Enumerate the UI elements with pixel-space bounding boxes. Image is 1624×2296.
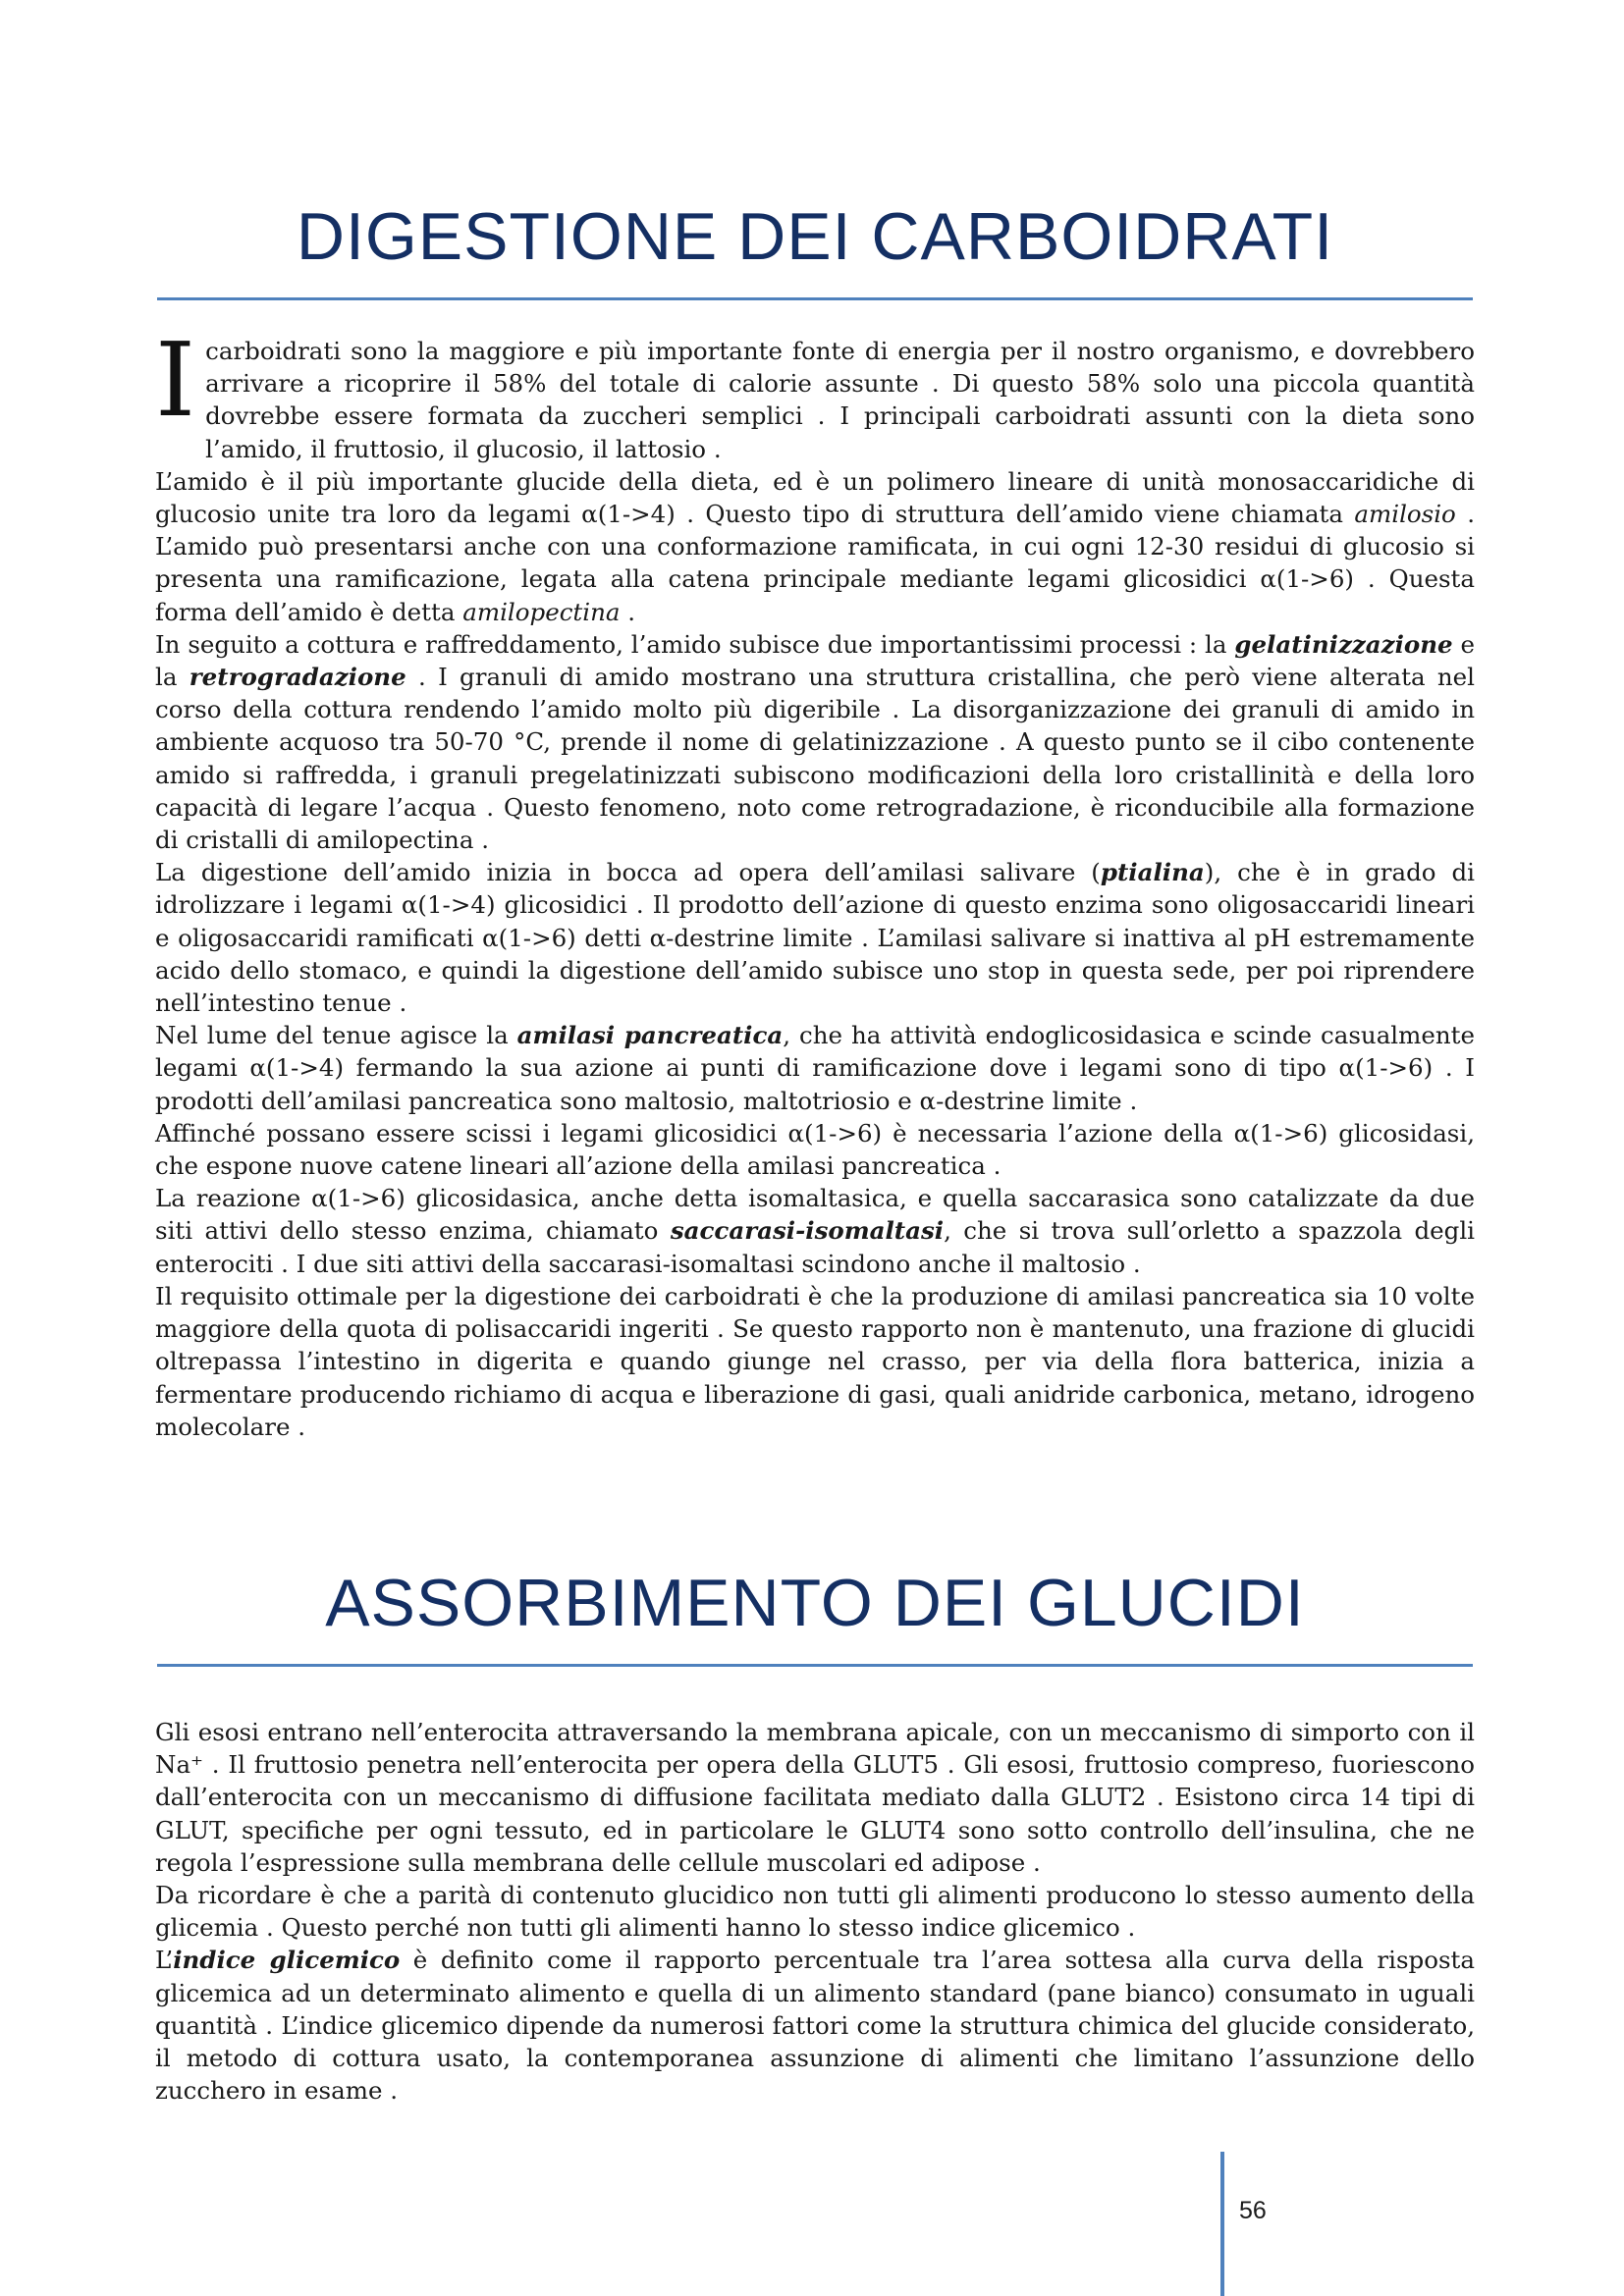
paragraph-glicemia: Da ricordare è che a parità di contenuto glucidico non tutti gli alimenti producono lo stesso aumento della glicemia . Questo perché non tutti gli alimenti hanno lo stesso indice glicemico . [155, 1881, 1475, 1943]
paragraph-amilasi-salivare: La digestione dell’amido inizia in bocca ad opera dell’amilasi salivare (ptialina), che è in grado di idrolizzare i legami α(1->4) glicosidici . Il prodotto dell’azione di questo enzima sono oligosaccaridi lineari e oligosaccaridi ramificati α(1->6) detti α-destrine limite . L’amilasi salivare si inattiva al pH estremamente acido dello stomaco, e quindi la digestione dell’amido subisce uno stop in questa sede, per poi riprendere nell’intestino tenue . [155, 858, 1475, 1018]
term-amilopectina: amilopectina [462, 597, 621, 626]
page-number: 56 [1239, 2197, 1267, 2224]
paragraph-intro: Icarboidrati sono la maggiore e più importante fonte di energia per il nostro organismo, e dovrebbero arrivare a ricoprire il 58% del totale di calorie assunte . Di questo 58% solo una piccola quantità dovrebbe essere formata da zuccheri semplici . I principali carboidrati assunti con la dieta sono l’amido, il fruttosio, il glucosio, il lattosio . [155, 320, 1475, 463]
term-indice-glicemico: indice glicemico [173, 1946, 401, 1975]
term-saccarasi-isomaltasi: saccarasi-isomaltasi [670, 1216, 945, 1246]
term-gelatinizzazione: gelatinizzazione [1234, 629, 1453, 659]
section-body-digestione [155, 320, 1476, 1443]
term-amilasi-pancreatica: amilasi pancreatica [516, 1021, 784, 1050]
section-title-assorbimento: ASSORBIMENTO DEI GLUCIDI [325, 1566, 1305, 1640]
paragraph-indice-glicemico: L’indice glicemico è definito come il rapporto percentuale tra l’area sottesa alla curva della risposta glicemica ad un determinato alimento e quella di un alimento standard (pane bianco) consumato in uguali quantità . L’indice glicemico dipende da numerosi fattori come la struttura chimica del glucide considerato, il metodo di cottura usato, la contemporanea assunzione di alimenti che limitano l’assunzione dello zucchero in esame . [155, 1946, 1475, 2106]
title-underline-rule [157, 297, 1473, 300]
term-amilosio: amilosio [1354, 500, 1456, 529]
page-number-rule [1220, 2152, 1224, 2296]
paragraph-esosi: Gli esosi entrano nell’enterocita attraversando la membrana apicale, con un meccanismo di simporto con il Na⁺ . Il fruttosio penetra nell’enterocita per opera della GLUT5 . Gli esosi, fruttosio compreso, fuoriescono dall’enterocita con un meccanismo di diffusione facilitata mediato dalla GLUT2 . Esistono circa 14 tipi di GLUT, specifiche per ogni tessuto, ed in particolare le GLUT4 sono sotto controllo dell’insulina, che ne regola l’espressione sulla membrana delle cellule muscolari ed adipose . [155, 1718, 1475, 1877]
paragraph-isomaltasi: La reazione α(1->6) glicosidasica, anche detta isomaltasica, e quella saccarasica sono catalizzate da due siti attivi dello stesso enzima, chiamato saccarasi-isomaltasi, che si trova sull’orletto a spazzola degli enterociti . I due siti attivi della saccarasi-isomaltasi scindono anche il maltosio . [155, 1184, 1476, 1278]
drop-cap: I [155, 320, 196, 440]
term-ptialina: ptialina [1100, 858, 1205, 887]
paragraph-cottura: In seguito a cottura e raffreddamento, l’amido subisce due importantissimi processi : la gelatinizzazione e la retrogradazione . I granuli di amido mostrano una struttura cristallina, che però viene alterata nel corso della cottura rendendo l’amido molto più digeribile . La disorganizzazione dei granuli di amido in ambiente acquoso tra 50-70 °C, prende il nome di gelatinizzazione . A questo punto se il cibo contenente amido si raffredda, i granuli pregelatinizzati subiscono modificazioni della loro cristallinità e della loro capacità di legare l’acqua . Questo fenomeno, noto come retrogradazione, è riconducibile alla formazione di cristalli di amilopectina . [155, 629, 1475, 855]
section-title-digestione: DIGESTIONE DEI CARBOIDRATI [296, 199, 1334, 274]
title-underline-rule [157, 1664, 1473, 1667]
paragraph-amido: L’amido è il più importante glucide della dieta, ed è un polimero lineare di unità monosaccaridiche di glucosio unite tra loro da legami α(1->4) . Questo tipo di struttura dell’amido viene chiamata amilosio . L’amido può presentarsi anche con una conformazione ramificata, in cui ogni 12-30 residui di glucosio si presenta una ramificazione, legata alla catena principale mediante legami glicosidici α(1->6) . Questa forma dell’amido è detta amilopectina . [155, 466, 1475, 626]
section-body-assorbimento [155, 1716, 1475, 2107]
paragraph-glicosidasi: Affinché possano essere scissi i legami glicosidici α(1->6) è necessaria l’azione della α(1->6) glicosidasi, che espone nuove catene lineari all’azione della amilasi pancreatica . [155, 1118, 1475, 1181]
term-retrogradazione: retrogradazione [189, 663, 406, 692]
paragraph-amilasi-pancreatica: Nel lume del tenue agisce la amilasi pancreatica, che ha attività endoglicosidasica e scinde casualmente legami α(1->4) fermando la sua azione ai punti di ramificazione dove i legami sono di tipo α(1->6) . I prodotti dell’amilasi pancreatica sono maltosio, maltotriosio e α-destrine limite . [155, 1021, 1475, 1115]
paragraph-requisito: Il requisito ottimale per la digestione dei carboidrati è che la produzione di amilasi pancreatica sia 10 volte maggiore della quota di polisaccaridi ingeriti . Se questo rapporto non è mantenuto, una frazione di glucidi oltrepassa l’intestino in digerita e quando giunge nel crasso, per via della flora batterica, inizia a fermentare producendo richiamo di acqua e liberazione di gasi, quali anidride carbonica, metano, idrogeno molecolare . [155, 1281, 1475, 1441]
